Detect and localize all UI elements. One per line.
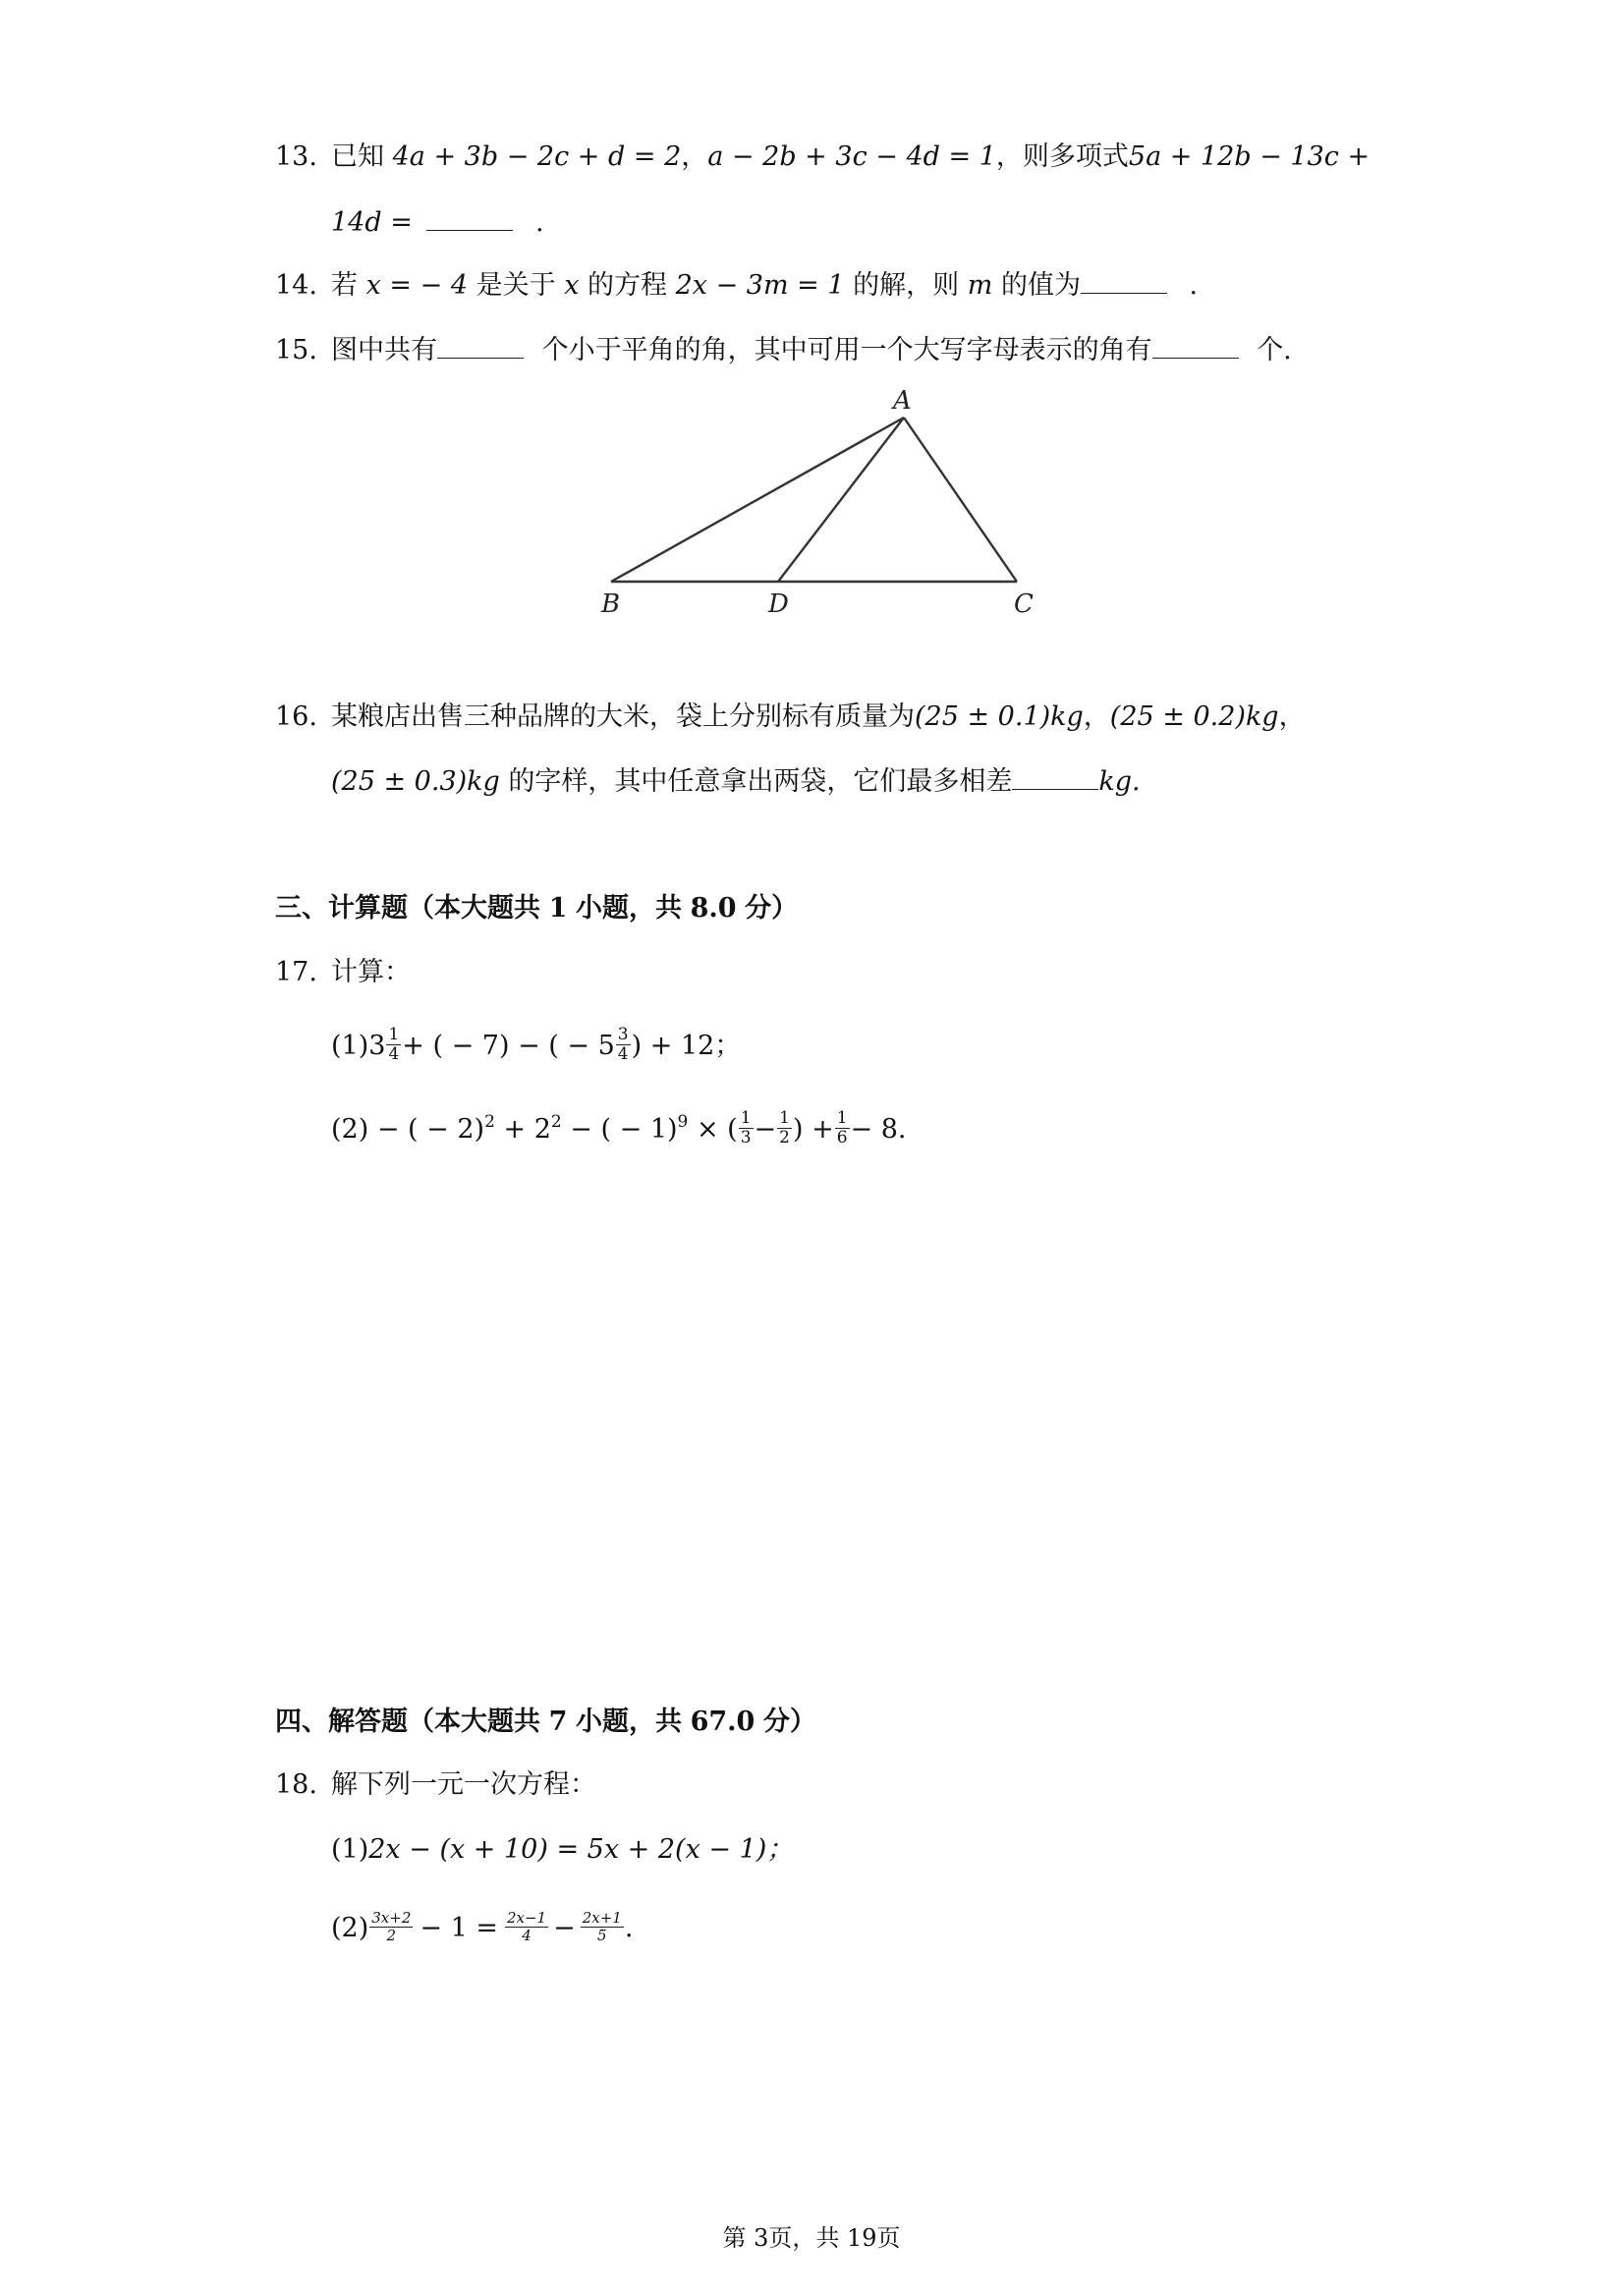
section-title: 四、解答题（本大题共 [275, 1707, 540, 1737]
question-17-part-2 [331, 1110, 907, 1149]
variable: x [564, 270, 580, 301]
expression: − [754, 1114, 777, 1145]
equation: x = − 4 [365, 270, 468, 301]
vertex-label-c: C [1014, 589, 1034, 619]
unit: kg. [1098, 766, 1141, 797]
vertex-label-b: B [601, 589, 621, 619]
fraction [616, 1026, 631, 1064]
weight-value: (25 ± 0.1)kg [915, 701, 1084, 732]
part-label: (1) [331, 1031, 369, 1061]
question-text: 解下列一元一次方程： [331, 1769, 596, 1800]
mixed-number-whole: 3 [368, 1031, 386, 1061]
punctuation: ， [1278, 701, 1306, 732]
section-title: 分） [762, 1707, 816, 1737]
numerator: 1 [740, 1108, 752, 1128]
exponent: 2 [484, 1112, 495, 1132]
section-title: 小题，共 [575, 893, 682, 924]
numerator: 1 [836, 1108, 848, 1128]
fraction [739, 1109, 754, 1148]
answer-blank[interactable] [1081, 265, 1167, 294]
question-14 [275, 265, 1198, 306]
question-17-part-1 [331, 1027, 741, 1066]
variable: m [967, 270, 993, 301]
question-number: 16. [275, 701, 317, 732]
numerator: 1 [779, 1108, 790, 1128]
polynomial: 5a + 12b − 13c + [1128, 141, 1371, 172]
fraction [835, 1109, 850, 1148]
part-label: (2) [331, 1913, 369, 1943]
triangle-figure [580, 378, 1051, 624]
fraction [581, 1910, 624, 1944]
question-16-line-1 [275, 698, 1306, 737]
answer-blank[interactable] [426, 202, 513, 231]
exponent: 9 [677, 1112, 689, 1132]
question-text: ，则多项式 [995, 141, 1129, 172]
punctuation: ， [681, 141, 708, 172]
punctuation: ， [1083, 701, 1110, 732]
question-number: 18. [275, 1769, 317, 1800]
vertex-label-a: A [893, 386, 912, 416]
expression: − [553, 1913, 576, 1943]
numerator: 3x+2 [371, 1909, 412, 1927]
section-score: 67.0 [690, 1707, 756, 1737]
equation: 2x − 3m = 1 [675, 270, 845, 301]
question-16-line-2 [331, 761, 1141, 802]
question-text: 的字样，其中任意拿出两袋，它们最多相差 [508, 766, 1013, 797]
fraction [777, 1109, 792, 1148]
equation: 2x − (x + 10) = 5x + 2(x − 1)； [368, 1834, 794, 1865]
section-score: 8.0 [690, 893, 737, 924]
segment-ab [611, 418, 904, 582]
exponent: 2 [550, 1112, 562, 1132]
question-18-part-2 [331, 1909, 633, 1948]
question-18 [275, 1765, 596, 1805]
expression: ) + [792, 1114, 834, 1145]
expression: × ( [688, 1114, 738, 1145]
part-label: (2) [331, 1114, 369, 1145]
question-text: 计算： [331, 957, 411, 987]
equation: 4a + 3b − 2c + d = 2 [392, 141, 682, 172]
question-13-line-2 [331, 202, 544, 243]
weight-value: (25 ± 0.3)kg [331, 766, 500, 797]
question-text: 个小于平角的角，其中可用一个大写字母表示的角有 [541, 335, 1152, 365]
numerator: 2x+1 [582, 1909, 622, 1927]
question-15 [275, 330, 1292, 370]
question-17 [275, 953, 411, 992]
weight-value: (25 ± 0.2)kg [1109, 701, 1279, 732]
answer-blank[interactable] [1012, 761, 1098, 790]
fraction [505, 1910, 548, 1944]
section-title: 分） [745, 893, 799, 924]
fraction [386, 1026, 401, 1064]
question-number: 17. [275, 957, 317, 987]
polynomial: 14d = [331, 207, 413, 238]
segment-ad [778, 418, 904, 582]
numerator: 3 [617, 1025, 629, 1044]
part-label: (1) [331, 1834, 369, 1865]
question-text: 某粮店出售三种品牌的大米，袋上分别标有质量为 [331, 701, 915, 732]
denominator: 2 [386, 1927, 397, 1944]
question-text: 若 [331, 270, 358, 301]
question-number: 15. [275, 335, 317, 365]
punctuation: . [535, 207, 544, 238]
expression: − 1 = [420, 1913, 498, 1943]
expression: − ( − 2) [368, 1114, 485, 1145]
expression: ) + 12； [631, 1031, 742, 1061]
denominator: 6 [836, 1128, 848, 1148]
question-text: 的方程 [588, 270, 668, 301]
question-text: 图中共有 [331, 335, 437, 365]
question-text: 是关于 [476, 270, 556, 301]
expression: + 2 [494, 1114, 551, 1145]
denominator: 4 [522, 1927, 532, 1944]
denominator: 4 [617, 1044, 629, 1064]
question-count: 7 [548, 1707, 568, 1737]
denominator: 2 [779, 1128, 790, 1148]
question-13-line-1 [275, 138, 1370, 177]
question-text: 的值为 [1000, 270, 1081, 301]
answer-blank[interactable] [437, 330, 524, 359]
section-3-heading [275, 889, 798, 928]
expression: − 8. [850, 1114, 907, 1145]
question-count: 1 [548, 893, 568, 924]
vertex-label-d: D [768, 589, 789, 619]
section-title: 小题，共 [575, 1707, 682, 1737]
numerator: 2x−1 [506, 1909, 547, 1927]
section-title: 三、计算题（本大题共 [275, 893, 540, 924]
question-text: 的解，则 [853, 270, 960, 301]
denominator: 3 [740, 1128, 752, 1148]
segment-ac [904, 418, 1017, 582]
expression: . [624, 1913, 634, 1943]
fraction [369, 1910, 413, 1944]
section-4-heading [275, 1703, 816, 1742]
question-18-part-1 [331, 1830, 793, 1870]
page-footer: 第 3页，共 19页 [722, 2224, 901, 2252]
punctuation: . [1189, 270, 1199, 301]
question-text: 已知 [331, 141, 384, 172]
question-number: 14. [275, 270, 317, 301]
question-text: 个. [1257, 335, 1292, 365]
expression: + ( − 7) − ( − 5 [402, 1031, 615, 1061]
numerator: 1 [388, 1025, 400, 1044]
answer-blank[interactable] [1152, 330, 1239, 359]
equation: a − 2b + 3c − 4d = 1 [707, 141, 996, 172]
question-number: 13. [275, 141, 317, 172]
denominator: 5 [597, 1927, 607, 1944]
denominator: 4 [388, 1044, 400, 1064]
expression: − ( − 1) [561, 1114, 678, 1145]
